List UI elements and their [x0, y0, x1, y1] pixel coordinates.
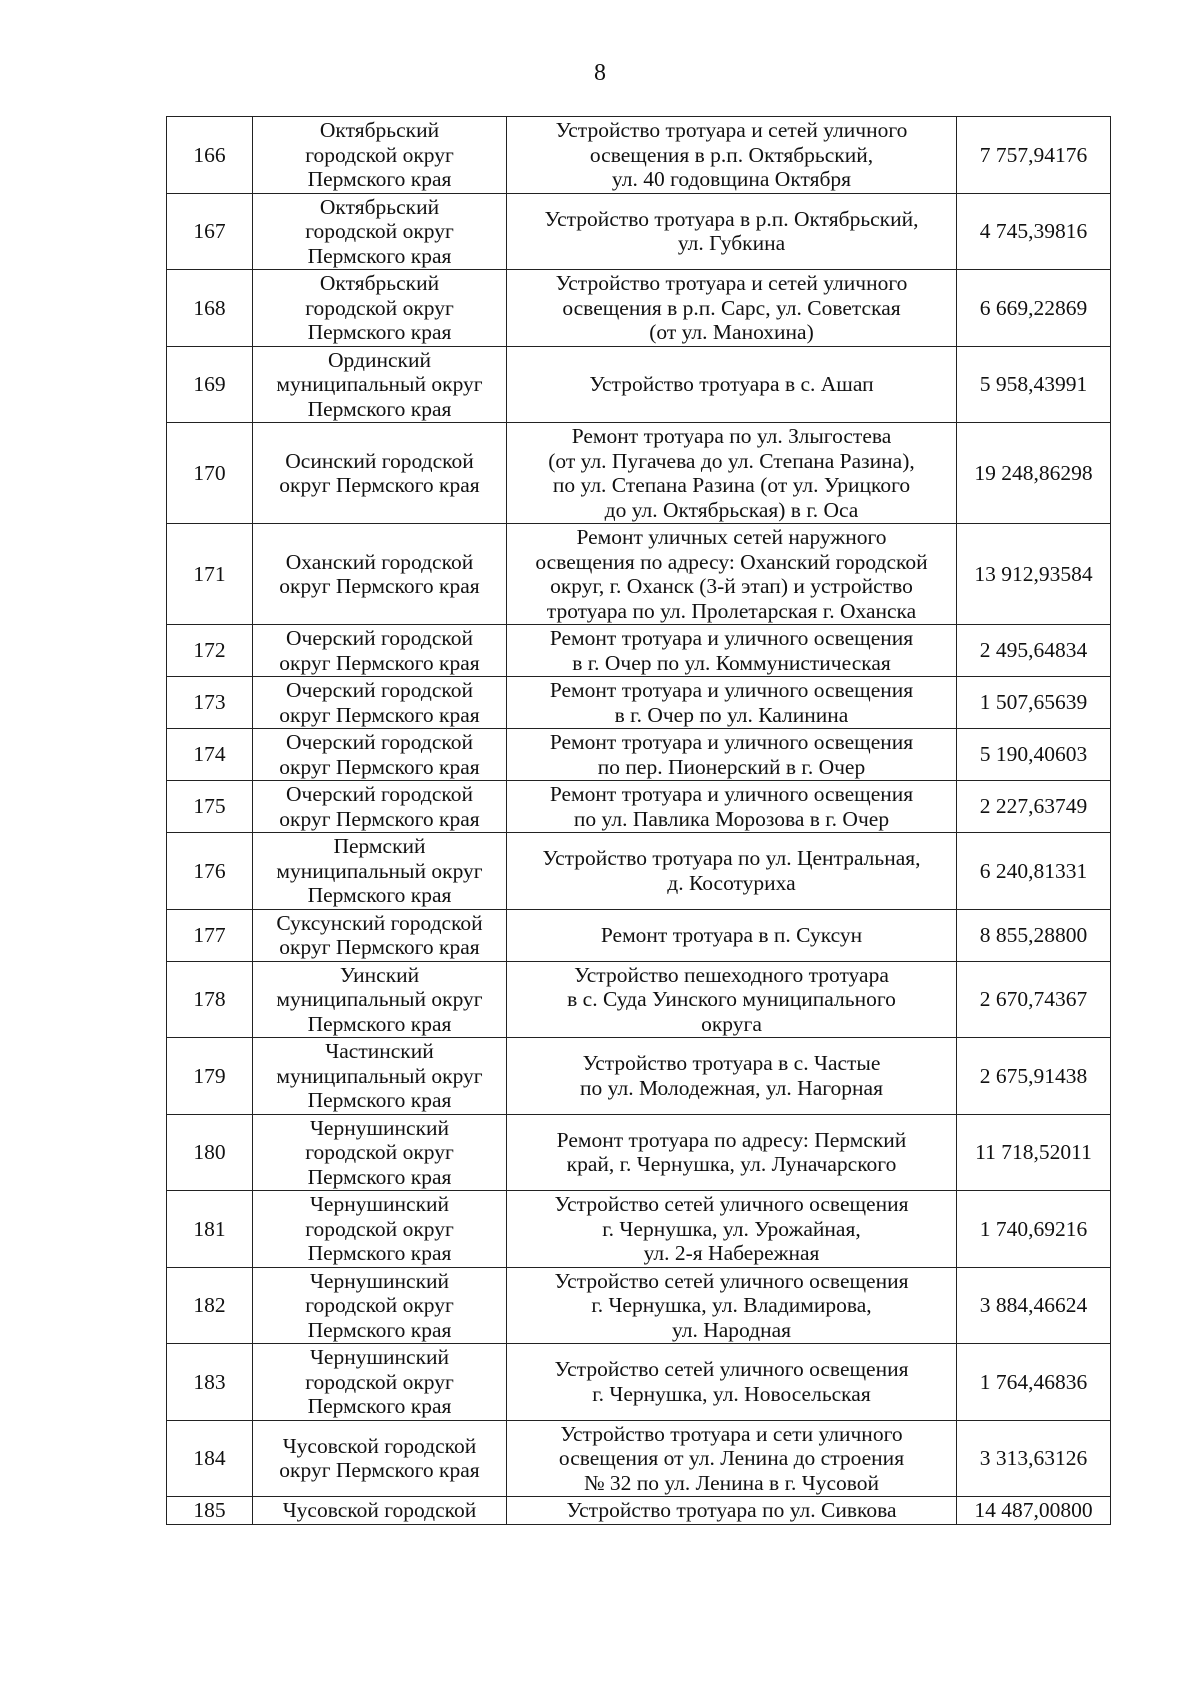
work-description-line: в г. Очер по ул. Коммунистическая [572, 650, 891, 675]
district-cell [253, 1420, 507, 1497]
district-cell [253, 1038, 507, 1115]
page-number: 8 [594, 60, 606, 86]
work-description-cell [507, 524, 957, 625]
work-description-line: Устройство тротуара по ул. Сивкова [566, 1498, 897, 1522]
table-row [167, 833, 1111, 910]
work-description-line: Ремонт тротуара по адресу: Пермский [556, 1127, 907, 1152]
district-line: Чернушинский [309, 1192, 450, 1216]
row-number: 180 [167, 1114, 253, 1191]
amount-cell: 14 487,00800 [957, 1497, 1111, 1525]
district-cell [253, 423, 507, 524]
district-cell [253, 270, 507, 347]
work-description-cell [507, 193, 957, 270]
work-description-line: Устройство тротуара по ул. Центральная, [542, 846, 921, 871]
work-description-line: до ул. Октябрьская) в г. Оса [604, 497, 859, 522]
table-row [167, 961, 1111, 1038]
district-line: Пермский [333, 834, 426, 858]
work-description-cell [507, 1420, 957, 1497]
district-line: городской округ [305, 142, 454, 167]
work-description-line: Ремонт тротуара по ул. Злыгостева [571, 424, 892, 448]
work-description-line: освещения в р.п. Октябрьский, [589, 142, 874, 167]
district-line: муниципальный округ [276, 987, 483, 1011]
work-description-line: Устройство сетей уличного освещения [554, 1192, 909, 1216]
district-line: Оханский городской [285, 549, 474, 574]
work-description-cell [507, 1114, 957, 1191]
district-line: муниципальный округ [276, 1063, 483, 1088]
district-line: Осинский городской [285, 448, 474, 473]
work-description-line: (от ул. Пугачева до ул. Степана Разина), [548, 448, 915, 473]
work-description-line: Ремонт тротуара и уличного освещения [549, 782, 914, 806]
row-number: 171 [167, 524, 253, 625]
district-line: округ Пермского края [279, 1458, 480, 1483]
work-description-cell [507, 117, 957, 194]
row-number: 182 [167, 1267, 253, 1344]
work-description-line: ул. Губкина [677, 231, 786, 256]
district-line: городской округ [305, 1216, 454, 1241]
work-description-line: Ремонт уличных сетей наружного [576, 525, 887, 549]
row-number: 174 [167, 729, 253, 781]
district-cell [253, 781, 507, 833]
row-number: 173 [167, 677, 253, 729]
district-cell [253, 117, 507, 194]
work-description-line: г. Чернушка, ул. Владимирова, [591, 1293, 872, 1317]
work-description-line: (от ул. Манохина) [649, 320, 814, 344]
amount-cell: 1 740,69216 [957, 1191, 1111, 1268]
work-description-line: освещения в р.п. Сарс, ул. Советская [562, 295, 901, 320]
work-description-cell [507, 909, 957, 961]
district-line: муниципальный округ [276, 858, 483, 883]
work-description-line: Устройство тротуара в р.п. Октябрьский, [544, 206, 919, 231]
work-description-line: Устройство тротуара в с. Частые [582, 1051, 881, 1076]
district-cell [253, 346, 507, 423]
work-description-line: по ул. Степана Разина (от ул. Урицкого [552, 473, 911, 497]
district-cell [253, 729, 507, 781]
work-description-line: Устройство сетей уличного освещения [554, 1268, 909, 1293]
amount-cell: 5 958,43991 [957, 346, 1111, 423]
district-line: округ Пермского края [279, 473, 480, 497]
work-description-line: № 32 по ул. Ленина в г. Чусовой [583, 1470, 880, 1495]
amount-cell: 4 745,39816 [957, 193, 1111, 270]
amount-cell: 2 670,74367 [957, 961, 1111, 1038]
district-line: Чернушинский [309, 1345, 450, 1369]
row-number: 181 [167, 1191, 253, 1268]
work-description-line: край, г. Чернушка, ул. Луначарского [566, 1152, 897, 1177]
work-description-line: освещения по адресу: Оханский городской [535, 549, 928, 574]
work-description-line: г. Чернушка, ул. Урожайная, [602, 1216, 861, 1241]
work-description-cell [507, 677, 957, 729]
district-line: Пермского края [307, 1317, 452, 1342]
work-description-line: по ул. Молодежная, ул. Нагорная [580, 1075, 883, 1100]
row-number: 184 [167, 1420, 253, 1497]
row-number: 172 [167, 625, 253, 677]
work-description-cell [507, 1497, 957, 1525]
work-description-line: ул. 2-я Набережная [643, 1241, 820, 1265]
district-line: Пермского края [307, 320, 452, 344]
row-number: 179 [167, 1038, 253, 1115]
work-description-line: г. Чернушка, ул. Новосельская [592, 1381, 871, 1406]
district-cell [253, 1191, 507, 1268]
row-number: 170 [167, 423, 253, 524]
district-line: округ Пермского края [279, 574, 480, 598]
district-line: округ Пермского края [279, 754, 480, 779]
table-row [167, 909, 1111, 961]
district-line: Чусовской городской [282, 1498, 477, 1522]
amount-cell: 6 240,81331 [957, 833, 1111, 910]
work-description-cell [507, 1038, 957, 1115]
row-number: 175 [167, 781, 253, 833]
work-description-line: д. Косотуриха [667, 870, 796, 895]
district-line: Ординский [328, 347, 431, 372]
work-description-line: Ремонт тротуара в п. Суксун [600, 922, 863, 947]
district-line: Октябрьский [319, 271, 440, 295]
district-line: Пермского края [307, 1011, 452, 1036]
work-description-line: в с. Суда Уинского муниципального [567, 987, 896, 1011]
table-row [167, 1420, 1111, 1497]
row-number: 178 [167, 961, 253, 1038]
district-cell [253, 909, 507, 961]
district-line: городской округ [305, 1293, 454, 1317]
table-row [167, 1267, 1111, 1344]
work-description-line: Устройство тротуара и сетей уличного [555, 118, 908, 142]
work-description-line: освещения от ул. Ленина до строения [558, 1446, 905, 1470]
district-line: округ Пермского края [279, 702, 480, 727]
table-row [167, 729, 1111, 781]
table-row [167, 625, 1111, 677]
work-description-cell [507, 423, 957, 524]
work-description-cell [507, 833, 957, 910]
amount-cell: 3 313,63126 [957, 1420, 1111, 1497]
district-line: округ Пермского края [279, 650, 480, 675]
district-line: Пермского края [307, 1394, 452, 1418]
amount-cell: 2 227,63749 [957, 781, 1111, 833]
table-row [167, 193, 1111, 270]
amount-cell: 19 248,86298 [957, 423, 1111, 524]
district-line: Пермского края [307, 1241, 452, 1265]
district-line: Суксунский городской [276, 910, 483, 935]
district-cell [253, 677, 507, 729]
row-number: 185 [167, 1497, 253, 1525]
district-line: Частинский [325, 1039, 434, 1063]
works-table [166, 116, 1111, 1525]
row-number: 176 [167, 833, 253, 910]
amount-cell: 8 855,28800 [957, 909, 1111, 961]
district-cell [253, 1114, 507, 1191]
work-description-line: Ремонт тротуара и уличного освещения [549, 678, 914, 702]
district-line: округ Пермского края [279, 806, 480, 831]
table-row [167, 346, 1111, 423]
district-line: Очерский городской [285, 678, 473, 702]
district-line: Октябрьский [319, 194, 440, 219]
work-description-line: округ, г. Оханск (3-й этап) и устройство [550, 574, 913, 598]
work-description-line: Устройство тротуара и сети уличного [560, 1421, 903, 1446]
work-description-line: по пер. Пионерский в г. Очер [597, 754, 866, 779]
amount-cell: 13 912,93584 [957, 524, 1111, 625]
work-description-line: Ремонт тротуара и уличного освещения [549, 626, 914, 650]
amount-cell: 11 718,52011 [957, 1114, 1111, 1191]
work-description-line: по ул. Павлика Морозова в г. Очер [573, 806, 890, 831]
district-line: Пермского края [307, 883, 452, 907]
district-line: Уинский [339, 962, 420, 987]
row-number: 167 [167, 193, 253, 270]
row-number: 168 [167, 270, 253, 347]
table-row [167, 781, 1111, 833]
work-description-line: Ремонт тротуара и уличного освещения [549, 730, 914, 754]
work-description-cell [507, 625, 957, 677]
table-row [167, 524, 1111, 625]
work-description-cell [507, 729, 957, 781]
work-description-cell [507, 961, 957, 1038]
district-cell [253, 1344, 507, 1421]
district-line: Чернушинский [309, 1115, 450, 1140]
district-cell [253, 1267, 507, 1344]
work-description-cell [507, 346, 957, 423]
work-description-line: Устройство сетей уличного освещения [554, 1357, 909, 1382]
work-description-line: округа [701, 1011, 762, 1036]
district-line: городской округ [305, 1140, 454, 1164]
table-row [167, 1038, 1111, 1115]
work-description-line: Устройство пешеходного тротуара [574, 962, 889, 987]
work-description-cell [507, 1267, 957, 1344]
district-line: городской округ [305, 1369, 454, 1394]
district-line: Пермского края [307, 1164, 452, 1189]
district-line: Пермского края [307, 1088, 452, 1112]
amount-cell: 5 190,40603 [957, 729, 1111, 781]
amount-cell: 1 507,65639 [957, 677, 1111, 729]
district-line: Октябрьский [319, 118, 440, 142]
table-row [167, 1114, 1111, 1191]
table-body [167, 117, 1111, 1525]
table-row [167, 117, 1111, 194]
work-description-line: ул. Народная [671, 1317, 792, 1342]
work-description-line: Устройство тротуара и сетей уличного [555, 271, 908, 295]
district-line: Очерский городской [285, 626, 473, 650]
row-number: 183 [167, 1344, 253, 1421]
amount-cell: 7 757,94176 [957, 117, 1111, 194]
work-description-cell [507, 781, 957, 833]
row-number: 177 [167, 909, 253, 961]
district-line: муниципальный округ [276, 372, 483, 396]
work-description-line: Устройство тротуара в с. Ашап [589, 372, 874, 396]
amount-cell: 3 884,46624 [957, 1267, 1111, 1344]
work-description-cell [507, 1344, 957, 1421]
district-line: городской округ [305, 219, 454, 243]
district-cell [253, 1497, 507, 1525]
work-description-line: в г. Очер по ул. Калинина [614, 702, 849, 727]
district-line: Очерский городской [285, 730, 473, 754]
table-row [167, 677, 1111, 729]
table-row [167, 423, 1111, 524]
amount-cell: 6 669,22869 [957, 270, 1111, 347]
work-description-line: тротуара по ул. Пролетарская г. Оханска [546, 598, 917, 623]
amount-cell: 2 495,64834 [957, 625, 1111, 677]
district-line: округ Пермского края [279, 935, 480, 959]
table-row [167, 1344, 1111, 1421]
table-row [167, 1497, 1111, 1525]
work-description-cell [507, 270, 957, 347]
district-line: Очерский городской [285, 782, 473, 806]
district-line: Пермского края [307, 396, 452, 421]
district-cell [253, 961, 507, 1038]
work-description-cell [507, 1191, 957, 1268]
district-cell [253, 625, 507, 677]
district-line: Чусовской городской [282, 1433, 477, 1458]
row-number: 166 [167, 117, 253, 194]
district-line: городской округ [305, 295, 454, 320]
district-cell [253, 193, 507, 270]
amount-cell: 2 675,91438 [957, 1038, 1111, 1115]
table-row [167, 270, 1111, 347]
district-cell [253, 833, 507, 910]
table-row [167, 1191, 1111, 1268]
work-description-line: ул. 40 годовщина Октября [611, 167, 852, 191]
district-line: Пермского края [307, 167, 452, 191]
district-line: Пермского края [307, 243, 452, 268]
amount-cell: 1 764,46836 [957, 1344, 1111, 1421]
row-number: 169 [167, 346, 253, 423]
district-cell [253, 524, 507, 625]
district-line: Чернушинский [309, 1268, 450, 1293]
